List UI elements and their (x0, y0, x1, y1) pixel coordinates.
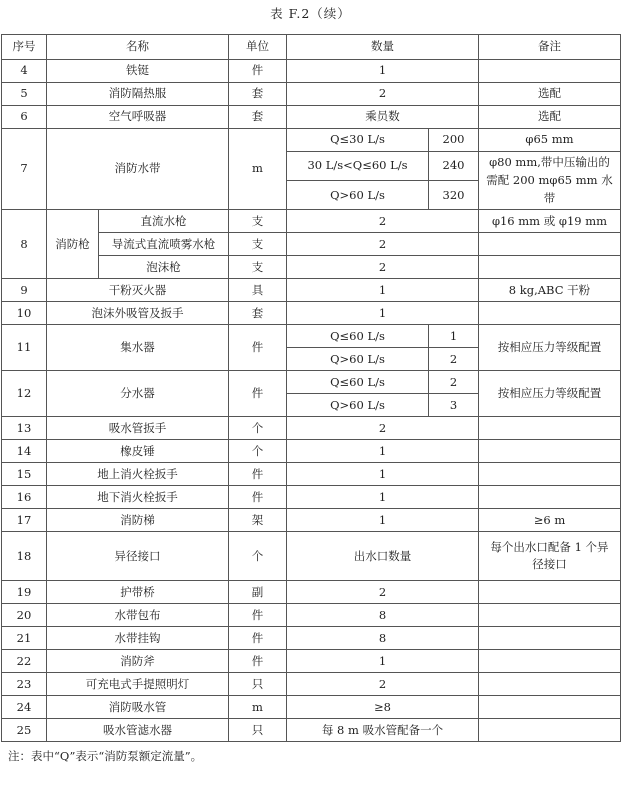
cell-no: 18 (2, 532, 47, 581)
cell-note: 选配 (479, 106, 621, 129)
cell-name: 橡皮锤 (47, 440, 229, 463)
cell-qty: 2 (429, 348, 479, 371)
table-row (2, 673, 621, 696)
cell-unit: 个 (229, 440, 287, 463)
cell-note: φ80 mm,带中压输出的需配 200 mφ65 mm 水带 (479, 152, 621, 210)
cell-no: 10 (2, 302, 47, 325)
cell-note (479, 256, 621, 279)
cell-qty: 200 (429, 129, 479, 152)
header-name: 名称 (47, 35, 229, 60)
cell-qty: 2 (287, 233, 479, 256)
cell-qty: 1 (287, 60, 479, 83)
cell-name: 水带挂钩 (47, 627, 229, 650)
header-row (2, 35, 621, 60)
table-row (2, 371, 621, 394)
cell-note: φ65 mm (479, 129, 621, 152)
cell-note (479, 440, 621, 463)
cell-name: 消防梯 (47, 509, 229, 532)
table-row (2, 650, 621, 673)
cell-no: 5 (2, 83, 47, 106)
table-row (2, 60, 621, 83)
cell-no: 7 (2, 129, 47, 210)
cell-qty: 1 (429, 325, 479, 348)
cell-qty: 1 (287, 509, 479, 532)
cell-note (479, 463, 621, 486)
cell-name: 消防斧 (47, 650, 229, 673)
cell-unit: 件 (229, 486, 287, 509)
cell-qty: 1 (287, 650, 479, 673)
cell-no: 25 (2, 719, 47, 742)
cell-condition: Q>60 L/s (287, 348, 429, 371)
cell-unit: 具 (229, 279, 287, 302)
cell-note (479, 696, 621, 719)
cell-qty: 1 (287, 279, 479, 302)
cell-qty: 出水口数量 (287, 532, 479, 581)
table-caption: 表 F.2（续） (270, 6, 351, 21)
cell-unit: 支 (229, 256, 287, 279)
cell-no: 14 (2, 440, 47, 463)
cell-note (479, 650, 621, 673)
table-row (2, 440, 621, 463)
cell-name: 泡沫外吸管及扳手 (47, 302, 229, 325)
cell-qty: 1 (287, 486, 479, 509)
cell-qty: 240 (429, 152, 479, 181)
cell-name: 铁铤 (47, 60, 229, 83)
cell-name: 集水器 (47, 325, 229, 371)
cell-qty: 8 (287, 627, 479, 650)
cell-note (479, 581, 621, 604)
cell-condition: Q≤60 L/s (287, 371, 429, 394)
header-qty: 数量 (287, 35, 479, 60)
cell-note (479, 486, 621, 509)
equipment-table (1, 34, 621, 742)
cell-qty: 1 (287, 463, 479, 486)
table-row (2, 509, 621, 532)
cell-note: ≥6 m (479, 509, 621, 532)
cell-no: 9 (2, 279, 47, 302)
cell-no: 4 (2, 60, 47, 83)
cell-group: 消防枪 (47, 210, 99, 279)
cell-unit: 套 (229, 83, 287, 106)
table-footnote: 注：表中“Q”表示“消防泵额定流量”。 (8, 749, 203, 764)
cell-name: 导流式直流喷雾水枪 (99, 233, 229, 256)
cell-note: 按相应压力等级配置 (479, 325, 621, 371)
cell-unit: 只 (229, 673, 287, 696)
cell-note: 选配 (479, 83, 621, 106)
cell-qty: 2 (287, 83, 479, 106)
cell-name: 护带桥 (47, 581, 229, 604)
cell-no: 11 (2, 325, 47, 371)
cell-name: 吸水管扳手 (47, 417, 229, 440)
cell-note (479, 233, 621, 256)
cell-unit: 个 (229, 417, 287, 440)
table-row (2, 532, 621, 581)
cell-qty: 8 (287, 604, 479, 627)
cell-unit: 只 (229, 719, 287, 742)
cell-no: 17 (2, 509, 47, 532)
table-row (2, 325, 621, 348)
cell-condition: 30 L/s<Q≤60 L/s (287, 152, 429, 181)
cell-note (479, 302, 621, 325)
table-row (2, 581, 621, 604)
cell-unit: 件 (229, 371, 287, 417)
cell-name: 消防吸水管 (47, 696, 229, 719)
cell-unit: 支 (229, 210, 287, 233)
cell-name: 可充电式手提照明灯 (47, 673, 229, 696)
cell-qty: 2 (429, 371, 479, 394)
cell-name: 地下消火栓扳手 (47, 486, 229, 509)
cell-note: 按相应压力等级配置 (479, 371, 621, 417)
cell-no: 20 (2, 604, 47, 627)
cell-note: 每个出水口配备 1 个异径接口 (479, 532, 621, 581)
table-row (2, 302, 621, 325)
cell-note (479, 673, 621, 696)
header-note: 备注 (479, 35, 621, 60)
cell-unit: m (229, 129, 287, 210)
cell-qty: 乘员数 (287, 106, 479, 129)
cell-qty: 1 (287, 302, 479, 325)
table-row (2, 279, 621, 302)
cell-unit: 件 (229, 60, 287, 83)
cell-name: 干粉灭火器 (47, 279, 229, 302)
cell-condition: Q≤60 L/s (287, 325, 429, 348)
cell-no: 16 (2, 486, 47, 509)
cell-unit: 架 (229, 509, 287, 532)
table-row (2, 129, 621, 152)
cell-qty: 320 (429, 181, 479, 210)
header-no: 序号 (2, 35, 47, 60)
cell-unit: 件 (229, 463, 287, 486)
cell-no: 8 (2, 210, 47, 279)
cell-no: 13 (2, 417, 47, 440)
cell-name: 直流水枪 (99, 210, 229, 233)
table-row (2, 463, 621, 486)
cell-condition: Q>60 L/s (287, 394, 429, 417)
cell-unit: 件 (229, 627, 287, 650)
cell-qty: 每 8 m 吸水管配备一个 (287, 719, 479, 742)
table-row (2, 486, 621, 509)
cell-name: 地上消火栓扳手 (47, 463, 229, 486)
table-row (2, 696, 621, 719)
cell-note: φ16 mm 或 φ19 mm (479, 210, 621, 233)
cell-qty: 2 (287, 256, 479, 279)
cell-qty: 2 (287, 210, 479, 233)
cell-unit: 副 (229, 581, 287, 604)
cell-name: 消防水带 (47, 129, 229, 210)
cell-note (479, 719, 621, 742)
cell-note: 8 kg,ABC 干粉 (479, 279, 621, 302)
cell-unit: m (229, 696, 287, 719)
cell-qty: 3 (429, 394, 479, 417)
cell-qty: 2 (287, 673, 479, 696)
cell-unit: 个 (229, 532, 287, 581)
cell-unit: 支 (229, 233, 287, 256)
cell-name: 吸水管滤水器 (47, 719, 229, 742)
table-row (2, 627, 621, 650)
cell-name: 空气呼吸器 (47, 106, 229, 129)
cell-qty: 2 (287, 581, 479, 604)
table-row (2, 83, 621, 106)
table-row (2, 719, 621, 742)
cell-note (479, 417, 621, 440)
header-unit: 单位 (229, 35, 287, 60)
table-row (2, 417, 621, 440)
cell-qty: ≥8 (287, 696, 479, 719)
cell-no: 6 (2, 106, 47, 129)
cell-no: 22 (2, 650, 47, 673)
cell-name: 消防隔热服 (47, 83, 229, 106)
cell-no: 21 (2, 627, 47, 650)
cell-unit: 件 (229, 325, 287, 371)
cell-unit: 件 (229, 650, 287, 673)
cell-name: 水带包布 (47, 604, 229, 627)
table-row (2, 604, 621, 627)
cell-name: 泡沫枪 (99, 256, 229, 279)
cell-no: 12 (2, 371, 47, 417)
cell-name: 异径接口 (47, 532, 229, 581)
cell-unit: 件 (229, 604, 287, 627)
cell-qty: 1 (287, 440, 479, 463)
table-row (2, 106, 621, 129)
cell-unit: 套 (229, 302, 287, 325)
cell-condition: Q≤30 L/s (287, 129, 429, 152)
cell-condition: Q>60 L/s (287, 181, 429, 210)
table-row (2, 210, 621, 233)
cell-note (479, 604, 621, 627)
cell-name: 分水器 (47, 371, 229, 417)
cell-no: 23 (2, 673, 47, 696)
cell-note (479, 60, 621, 83)
cell-note (479, 627, 621, 650)
cell-no: 15 (2, 463, 47, 486)
cell-no: 24 (2, 696, 47, 719)
cell-qty: 2 (287, 417, 479, 440)
cell-unit: 套 (229, 106, 287, 129)
cell-no: 19 (2, 581, 47, 604)
